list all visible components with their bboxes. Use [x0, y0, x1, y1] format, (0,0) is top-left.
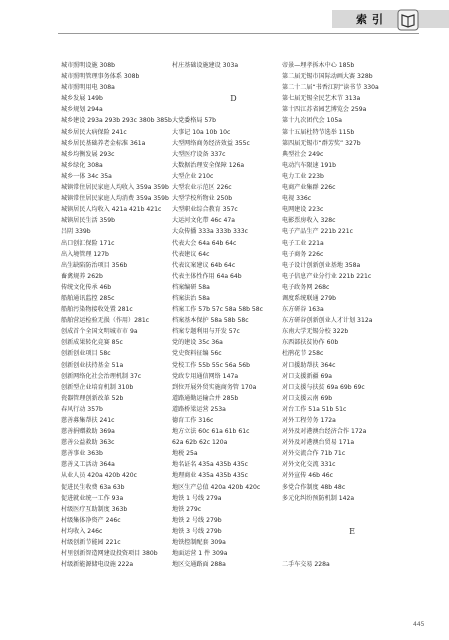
index-entry: 地理商业 435a 435b 435c [172, 472, 249, 480]
index-entry: 创新成果转化竞赛 85c [61, 339, 123, 347]
index-entry: 对外文化交流 331c [282, 461, 336, 469]
index-entry [172, 71, 295, 82]
index-entry [282, 548, 422, 559]
index-entry: 对口支援新疆 69a [282, 372, 332, 380]
index-entry: 电子产品生产 221b 221c [282, 228, 353, 236]
index-entry: 道路通勤运输合并 285b [172, 394, 239, 402]
index-entry: 对口支援与扶贫 69a 69b 69c [282, 383, 365, 391]
index-entry: 地区生产总值 420a 420b 420c [172, 483, 261, 491]
index-entry: 慈善捐赠救助 369a [61, 428, 115, 436]
index-entry: 促进就业统一工作 93a [61, 494, 124, 502]
index-entry: 东方研谷创新创业人才计划 312a [282, 317, 373, 325]
index-letter-heading: E [349, 526, 355, 536]
index-entry: 城乡规划 294a [61, 106, 103, 114]
index-entry: 船舶污染物接收处置 281c [61, 306, 133, 314]
index-entry [172, 82, 295, 93]
index-entry: 城乡绿化 308a [61, 161, 103, 169]
index-entry: 第十四江苏省园艺博览会 259a [282, 106, 367, 114]
index-entry: 电子政务网 268c [282, 283, 330, 291]
index-entry: 第十九次团代会 105a [282, 117, 342, 125]
index-entry: 城市照明用电 308a [61, 84, 115, 92]
index-entry: 城镇居民生活 359b [61, 217, 115, 225]
index-entry: 对台工作 51a 51b 51c [282, 405, 347, 413]
index-entry: 城乡一体 34c 35a [61, 172, 112, 180]
index-entry: 多元化纠纷预防机制 142a [282, 494, 355, 502]
index-entry: 党的建设 35c 36a [172, 339, 223, 347]
index-entry: 创新型企业培育机制 310b [61, 383, 134, 391]
index-entry: 出入境管理 127b [61, 250, 109, 258]
index-entry: 第七届无锡全民艺术节 313a [282, 95, 361, 103]
index-entry: 地铁 3 号线 279b [172, 527, 222, 535]
index-entry: 城乡发展 149b [61, 95, 103, 103]
index-entry: 党校工作 55b 55c 56a 56b [172, 361, 250, 369]
index-entry: 慈善义工活动 364a [61, 461, 115, 469]
index-column-2 [172, 60, 295, 570]
index-entry: 对外工程劳务 172a [282, 417, 336, 424]
index-letter-heading: D [230, 94, 237, 104]
index-entry: 第十五届杜特节选举 115b [282, 128, 355, 136]
index-entry: 多党合作制度 48b 48c [282, 483, 346, 491]
index-entry: 地方立法 60c 61a 61b 61c [172, 428, 250, 436]
index-entry: 村级医疗互助制度 363b [61, 505, 128, 513]
index-entry: 畜禽规养 262b [61, 272, 103, 280]
index-entry: 档案基本保护 58a 58b 58c [172, 317, 249, 325]
index-entry: 党政专用通信网络 147a [172, 372, 239, 380]
index-entry: 对外及对港澳台贸易 171a [282, 439, 355, 447]
index-entry: 促进民生收费 63a 63b [61, 483, 125, 491]
index-entry [282, 515, 422, 526]
index-entry: 调度系统联通 279b [282, 294, 336, 302]
index-entry: 东方研谷 163a [282, 306, 324, 314]
index-entry: 城乡居民大病保险 241c [61, 128, 127, 136]
index-entry: 大型学校所物业 250b [172, 195, 233, 203]
index-entry: 创成首个全国文明城市市 9a [61, 328, 138, 336]
index-entry: 东西部扶贫协作 60b [282, 339, 339, 347]
index-entry: 地面运营 1 件 309a [172, 550, 228, 558]
index-entry: 东南大学无锡分校 322b [282, 328, 349, 336]
section-title: 索引 [356, 13, 388, 26]
index-entry: 城镇居民人均收入 421a 421b 421c [61, 206, 162, 214]
index-entry: 地名证名 435a 435b 435c [172, 461, 249, 469]
index-entry: 党史资料征编 56c [172, 350, 222, 358]
index-entry: 第二十二届“书香江阴”读书节 330a [282, 84, 379, 92]
index-entry: 村均收入 246c [61, 527, 103, 535]
index-entry: 村级集体净资产 246c [61, 516, 121, 524]
index-entry: 春风行动 357b [61, 405, 103, 413]
index-entry: 道路桥梁运营 253a [172, 405, 226, 413]
index-entry: 电动汽车限速 191b [282, 161, 336, 169]
index-entry: 电商产业集群 226c [282, 184, 336, 192]
header-band [332, 10, 449, 28]
page-number: 445 [413, 621, 425, 628]
index-entry: 城镇常住居民家庭人均收入 359a 359b [61, 184, 169, 192]
index-entry: 电子商务 226c [282, 250, 324, 258]
index-entry: 村级新能源储电设施 222a [61, 561, 134, 569]
index-entry: 大型医疗设备 337c [172, 150, 226, 158]
index-entry: 大数据治理安全保障 126a [172, 161, 245, 169]
index-entry: 城乡均衡发展 293c [61, 150, 115, 158]
index-entry: 档案编研 58a [172, 283, 210, 291]
index-entry: 慈善募集帮扶 241c [61, 417, 115, 424]
index-entry: 从业人员 420a 420b 420c [61, 472, 138, 480]
index-entry: 船舶通讯监控 285c [61, 294, 115, 302]
index-entry: 电子设计创新创业基地 358a [282, 261, 361, 269]
index-entry: 大运河文化带 46c 47a [172, 217, 236, 225]
index-entry [172, 104, 295, 115]
index-entry: 代表大会 64a 64b 64c [172, 239, 237, 247]
index-entry: 电网建设 223c [282, 206, 324, 214]
index-column-3 [282, 60, 422, 570]
index-entry: 档案法治 58a [172, 294, 210, 302]
index-entry: 电子信息产业分行业 221b 221c [282, 272, 372, 280]
index-entry: 典型社会 249c [282, 150, 324, 158]
index-entry: 大型职业综合教育 357c [172, 206, 238, 214]
index-entry: 第二届无锡市国际动画大赛 328b [282, 73, 373, 81]
index-entry: 城乡居民基础养老金标准 361a [61, 139, 146, 147]
header-rule [58, 33, 419, 34]
index-entry: 电力工业 223b [282, 172, 324, 180]
index-entry: 创新创业扶持基金 51a [61, 361, 124, 369]
book-emblem-icon [397, 9, 419, 31]
index-entry: 大型网络商务经济效益 355c [172, 139, 250, 147]
index-entry: 62a 62b 62c 120a [172, 439, 228, 447]
index-entry: 地铁 2 号线 279b [172, 516, 222, 524]
index-entry: 杜鹃花节 258c [282, 350, 324, 358]
index-entry: 代表主体性作用 64a 64b [172, 272, 242, 280]
index-entry [282, 537, 422, 548]
index-entry: 慈善公益救助 363c [61, 439, 115, 447]
index-entry: 大党委格局 57b [172, 117, 217, 125]
index-entry: 电影票房收入 328c [282, 217, 336, 225]
index-entry: 城乡建设 293a 293b 293c 380b 385b [61, 117, 172, 125]
index-entry: 对口支援云南 69b [282, 394, 333, 402]
index-entry: 电子工业 221a [282, 239, 324, 247]
index-entry: 德育工作 316c [172, 417, 214, 424]
index-entry: 代表建议 64c [172, 250, 210, 258]
index-entry: 代表议案建议 64b 64c [172, 261, 236, 269]
index-entry: 城市照明管理事务体系 308b [61, 73, 140, 81]
index-entry: 帝景—埋孝拆木中心 185b [282, 62, 355, 69]
index-entry: 电视 336c [282, 195, 312, 203]
index-entry: 第四届无锡市“群芳奖” 327b [282, 139, 361, 147]
index-entry: 创新网络化社会治理机制 37c [61, 372, 142, 380]
index-entry: 创新创业项目 58c [61, 350, 111, 358]
index-entry: 大型企业 210c [172, 172, 214, 180]
index-entry: 船舶营运检验无损（作用）281c [61, 317, 150, 325]
index-entry: 出生缺陷防治项目 356b [61, 261, 128, 269]
index-entry: 地铁控制配套 309a [172, 539, 226, 547]
index-entry: 地税 25a [172, 450, 198, 458]
index-entry: 瓷器管理创新改革 52b [61, 394, 124, 402]
index-entry: 地铁 1 号线 279a [172, 494, 222, 502]
index-entry: 大型农业示范区 226c [172, 184, 232, 192]
index-entry: 慈善事业 363b [61, 450, 103, 458]
index-entry: 对口援助帮扶 364c [282, 361, 336, 369]
index-entry: 出口创汇保险 171c [61, 239, 115, 247]
index-entry: 档案工作 57b 57c 58a 58b 58c [172, 306, 264, 314]
index-entry: 村里创新智造网建设投资项目 380b [61, 550, 158, 558]
index-entry: 大事记 10a 10b 10c [172, 128, 231, 136]
index-entry: 吕阴 339b [61, 228, 91, 236]
index-entry: 档案专题利用与开发 57c [172, 328, 240, 336]
index-entry: 大众传播 333a 333b 333c [172, 228, 249, 236]
index-entry: 城镇常住居民家庭人均消费 359a 359b [61, 195, 169, 203]
index-column-1 [61, 60, 178, 570]
index-entry: 地区交通路面 288a [172, 561, 226, 569]
index-entry: 到位开展外贸实施商务管 170a [172, 383, 257, 391]
index-entry: 村级创新节能园 221c [61, 539, 121, 547]
index-entry: 地铁 279c [172, 505, 202, 513]
index-entry: 二手车交易 228a [282, 561, 330, 569]
index-entry: 传统文化传承 46b [61, 283, 112, 291]
index-entry: 城市照明设施 308b [61, 62, 115, 69]
index-entry: 对外及对港澳台经济合作 172a [282, 428, 367, 436]
index-entry: 对外宣传 46b 46c [282, 472, 333, 480]
index-entry [282, 504, 422, 515]
index-entry: 村庄基础设施建设 303a [172, 62, 239, 69]
index-entry: 对外交流合作 71b 71c [282, 450, 346, 458]
